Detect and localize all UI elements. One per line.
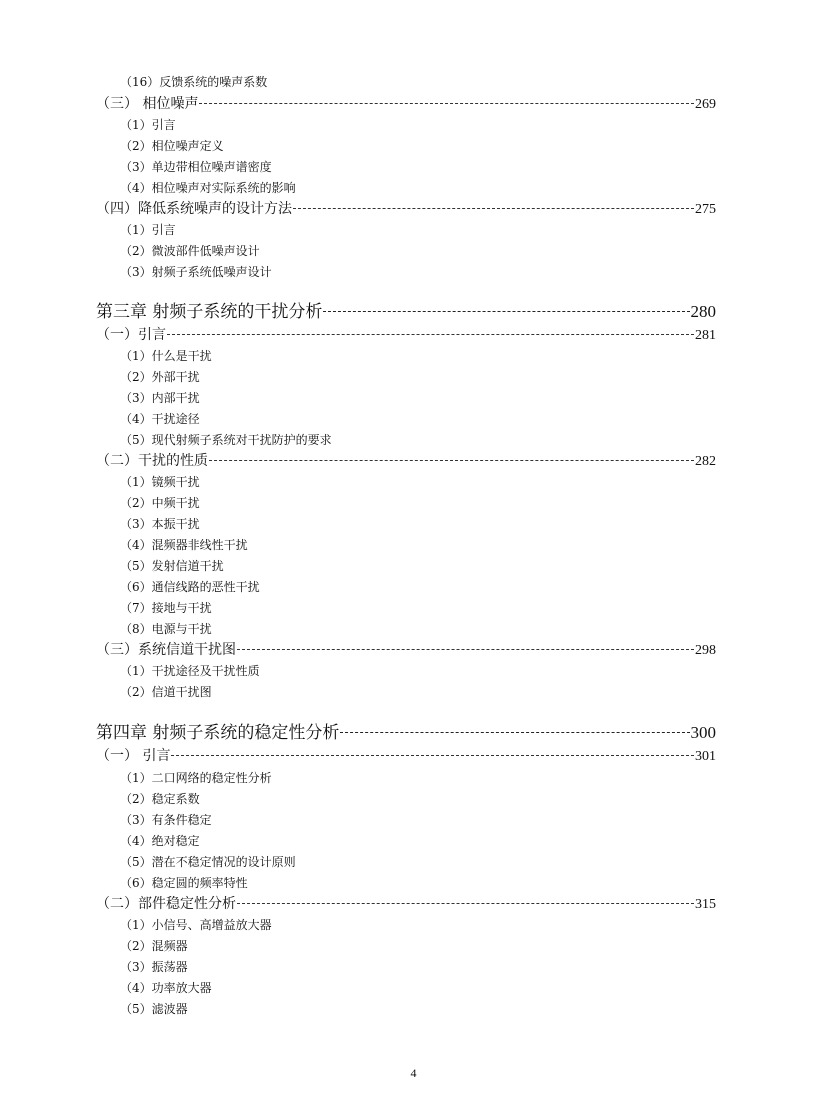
toc-section — [96, 451, 716, 472]
dot-leader — [171, 755, 694, 756]
toc-subsection — [120, 831, 680, 851]
toc-chapter — [96, 721, 716, 745]
toc-entry-title: （6）通信线路的恶性干扰 — [120, 580, 260, 594]
toc-subsection — [120, 810, 680, 830]
toc-entry-page: 300 — [690, 723, 716, 742]
toc-subsection — [120, 873, 680, 893]
toc-entry-title: （4）功率放大器 — [120, 981, 212, 995]
toc-entry-title: （1）引言 — [120, 118, 176, 132]
dot-leader — [323, 311, 689, 312]
toc-subsection — [120, 115, 680, 135]
toc-entry-title: （3）内部干扰 — [120, 391, 200, 405]
toc-entry-title: （2）微波部件低噪声设计 — [120, 244, 260, 258]
toc-entry-page: 301 — [695, 749, 716, 764]
toc-entry-page: 281 — [695, 328, 716, 343]
toc-entry-title: （3）振荡器 — [120, 960, 188, 974]
toc-entry-title: （2）相位噪声定义 — [120, 139, 224, 153]
toc-section — [96, 746, 716, 767]
toc-subsection — [120, 346, 680, 366]
toc-entry-title: （一）引言 — [96, 327, 166, 343]
toc-entry-title: （三）系统信道干扰图 — [96, 642, 236, 658]
toc-entry-title: （5）发射信道干扰 — [120, 559, 224, 573]
toc-entry-title: （2）中频干扰 — [120, 496, 200, 510]
toc-subsection — [120, 178, 680, 198]
toc-entry-title: （1）小信号、高增益放大器 — [120, 918, 272, 932]
toc-subsection — [120, 957, 680, 977]
toc-entry-page: 298 — [695, 643, 716, 658]
toc-subsection — [120, 661, 680, 681]
toc-entry-title: （4）相位噪声对实际系统的影响 — [120, 181, 296, 195]
toc-entry-title: （3）本振干扰 — [120, 517, 200, 531]
toc-subsection — [120, 978, 680, 998]
toc-entry-title: （3）单边带相位噪声谱密度 — [120, 160, 272, 174]
toc-section — [96, 325, 716, 346]
toc-entry-title: 第三章 射频子系统的干扰分析 — [96, 302, 323, 322]
toc-entry-title: （4）绝对稳定 — [120, 834, 200, 848]
toc-entry-title: （2）信道干扰图 — [120, 685, 212, 699]
toc-subsection — [120, 936, 680, 956]
toc-subsection — [120, 388, 680, 408]
dot-leader — [237, 649, 694, 650]
toc-subsection — [120, 619, 680, 639]
toc-entry-title: （1）镜频干扰 — [120, 475, 200, 489]
toc-subsection — [120, 430, 680, 450]
toc-subsection — [120, 472, 680, 492]
toc-entry-title: （1）什么是干扰 — [120, 349, 212, 363]
toc-entry-page: 280 — [690, 302, 716, 321]
toc-subsection — [120, 852, 680, 872]
toc-entry-title: （5）潜在不稳定情况的设计原则 — [120, 855, 296, 869]
toc-entry-title: （3）射频子系统低噪声设计 — [120, 265, 272, 279]
toc-entry-title: （7）接地与干扰 — [120, 601, 212, 615]
toc-subsection — [120, 409, 680, 429]
toc-subsection — [120, 493, 680, 513]
toc-entry-title: （2）混频器 — [120, 939, 188, 953]
toc-section — [96, 894, 716, 915]
toc-subsection — [120, 915, 680, 935]
toc-entry-title: （8）电源与干扰 — [120, 622, 212, 636]
toc-entry-title: （1）干扰途径及干扰性质 — [120, 664, 260, 678]
dot-leader — [237, 903, 694, 904]
toc-entry-page: 282 — [695, 454, 716, 469]
toc-entry-title: （5）现代射频子系统对干扰防护的要求 — [120, 433, 332, 447]
toc-subsection — [120, 514, 680, 534]
toc-subsection — [120, 136, 680, 156]
toc-entry-title: （6）稳定圆的频率特性 — [120, 876, 248, 890]
toc-subsection — [120, 768, 680, 788]
dot-leader — [209, 460, 694, 461]
toc-entry-title: （2）外部干扰 — [120, 370, 200, 384]
toc-section — [96, 199, 716, 220]
toc-entry-page: 269 — [695, 97, 716, 112]
toc-entry-title: （二）干扰的性质 — [96, 453, 208, 469]
toc-subsection — [120, 72, 680, 92]
page-number: 4 — [410, 1066, 417, 1080]
toc-subsection — [120, 241, 680, 261]
toc-entry-title: （5）滤波器 — [120, 1002, 188, 1016]
toc-subsection — [120, 157, 680, 177]
toc-subsection — [120, 262, 680, 282]
toc-subsection — [120, 535, 680, 555]
toc-entry-title: （四）降低系统噪声的设计方法 — [96, 201, 292, 217]
toc-entry-page: 275 — [695, 202, 716, 217]
toc-entry-title: （一） 引言 — [96, 748, 171, 764]
toc-subsection — [120, 577, 680, 597]
toc-entry-page: 315 — [695, 897, 716, 912]
toc-subsection — [120, 556, 680, 576]
toc-subsection — [120, 220, 680, 240]
dot-leader — [340, 732, 689, 733]
toc-chapter — [96, 300, 716, 324]
dot-leader — [293, 208, 694, 209]
dot-leader — [199, 103, 694, 104]
toc-section — [96, 640, 716, 661]
toc-entry-title: （二）部件稳定性分析 — [96, 896, 236, 912]
toc-entry-title: （三） 相位噪声 — [96, 96, 199, 112]
toc-entry-title: 第四章 射频子系统的稳定性分析 — [96, 723, 340, 743]
toc-subsection — [120, 999, 680, 1019]
toc-subsection — [120, 682, 680, 702]
toc-entry-title: （2）稳定系数 — [120, 792, 200, 806]
toc-subsection — [120, 789, 680, 809]
toc-entry-title: （4）混频器非线性干扰 — [120, 538, 248, 552]
toc-entry-title: （4）干扰途径 — [120, 412, 200, 426]
toc-entry-title: （3）有条件稳定 — [120, 813, 212, 827]
toc-entry-title: （1）引言 — [120, 223, 176, 237]
toc-section — [96, 94, 716, 115]
toc-entry-title: （1）二口网络的稳定性分析 — [120, 771, 272, 785]
toc-subsection — [120, 367, 680, 387]
toc-entry-title: （16）反馈系统的噪声系数 — [120, 75, 268, 89]
dot-leader — [167, 334, 694, 335]
toc-subsection — [120, 598, 680, 618]
